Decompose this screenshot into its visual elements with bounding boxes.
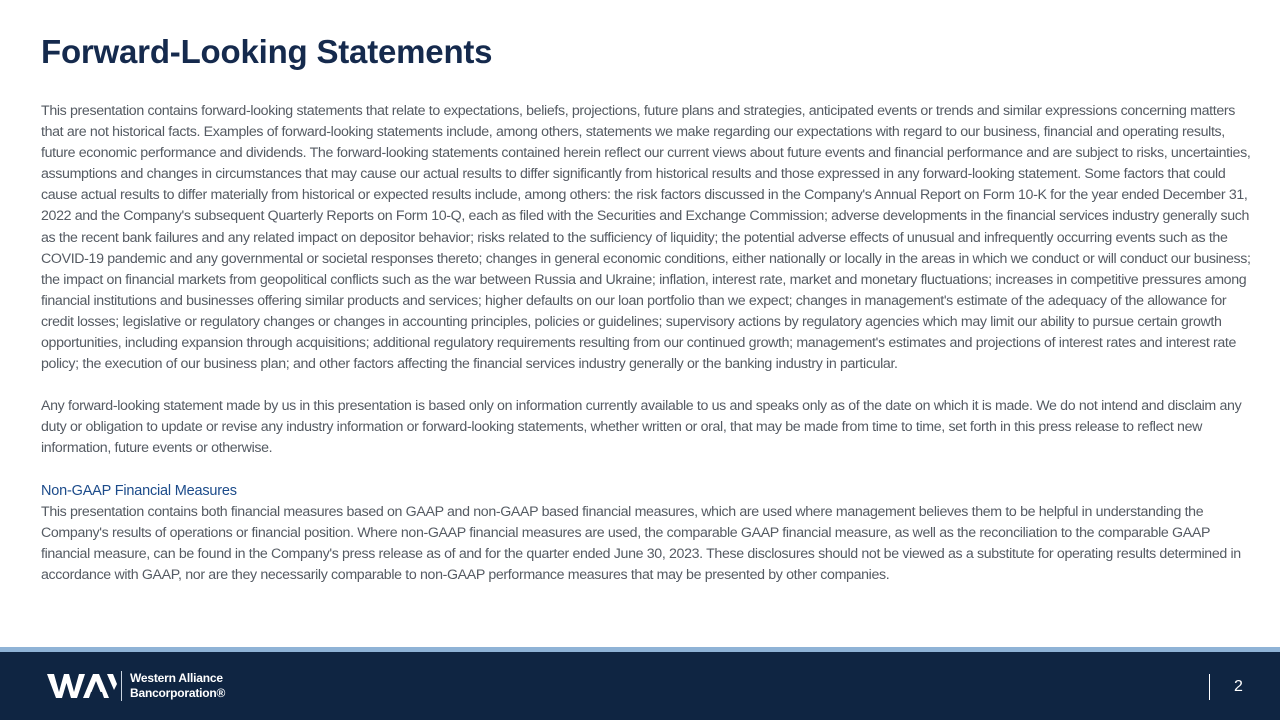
disclaimer-body — [41, 101, 1251, 586]
non-gaap-paragraph: This presentation contains both financial measures based on GAAP and non-GAAP based financial measures, which are used where management believes them to be helpful in understanding the Company's results of operations or financial position. Where non-GAAP financial measures are used, the comparable GAAP financial measure, as well as the reconciliation to the comparable GAAP financial measure, can be found in the Company's press release as of and for the quarter ended June 30, 2023. These disclosures should not be viewed as a substitute for operating results determined in accordance with GAAP, nor are they necessarily comparable to non-GAAP performance measures that may be presented by other companies. — [41, 503, 1241, 583]
page-title: Forward-Looking Statements — [41, 33, 493, 70]
disclaimer-paragraph: Any forward-looking statement made by us in this presentation is based only on information currently available to us and speaks only as of the date on which it is made. We do not intend and disclaim any duty or obligation to update or revise any industry information or forward-looking statements, whether written or oral, that may be made from time to time, set forth in this press release to reflect new information, future events or otherwise. — [41, 398, 1242, 457]
non-gaap-subheading: Non-GAAP Financial Measures — [41, 482, 237, 499]
page-number: 2 — [1234, 678, 1243, 695]
western-alliance-logo-icon — [47, 672, 117, 700]
logo-divider — [121, 671, 122, 701]
forward-looking-paragraph: This presentation contains forward-looking statements that relate to expectations, beliefs, projections, future plans and strategies, anticipated events or trends and similar expressions concerning matters that are not historical facts. Examples of forward-looking statements include, among others, statements we make regarding our expectations with regard to our business, financial and operating results, future economic performance and dividends. The forward-looking statements contained herein reflect our current views about future events and financial performance and are subject to risks, uncertainties, assumptions and changes in circumstances that may cause our actual results to differ significantly from historical results and those expressed in any forward-looking statement. Some factors that could cause actual results to differ materially from historical or expected results include, among others: the risk factors discussed in the Company's Annual Report on Form 10-K for the year ended December 31, 2022 and the Company's subsequent Quarterly Reports on Form 10-Q, each as filed with the Securities and Exchange Commission; adverse developments in the financial services industry generally such as the recent bank failures and any related impact on depositor behavior; risks related to the sufficiency of liquidity; the potential adverse effects of unusual and infrequently occurring events such as the COVID-19 pandemic and any governmental or societal responses thereto; changes in general economic conditions, either nationally or locally in the areas in which we conduct or will conduct our business; the impact on financial markets from geopolitical conflicts such as the war between Russia and Ukraine; inflation, interest rate, market and monetary fluctuations; increases in competitive pressures among financial institutions and businesses offering similar products and services; higher defaults on our loan portfolio than we expect; changes in management's estimate of the adequacy of the allowance for credit losses; legislative or regulatory changes or changes in accounting principles, policies or guidelines; supervisory actions by regulatory agencies which may limit our ability to pursue certain growth opportunities, including expansion through acquisitions; additional regulatory requirements resulting from our continued growth; management's estimates and projections of interest rates and interest rate policy; the execution of our business plan; and other factors affecting the financial services industry generally or the banking industry in particular. — [41, 103, 1251, 373]
page-number-divider — [1209, 674, 1210, 700]
footer-bar — [0, 652, 1280, 720]
brand-name-line2: Bancorporation® — [130, 686, 226, 700]
brand-name-line1: Western Alliance — [130, 671, 223, 685]
brand-wordmark — [130, 671, 225, 701]
